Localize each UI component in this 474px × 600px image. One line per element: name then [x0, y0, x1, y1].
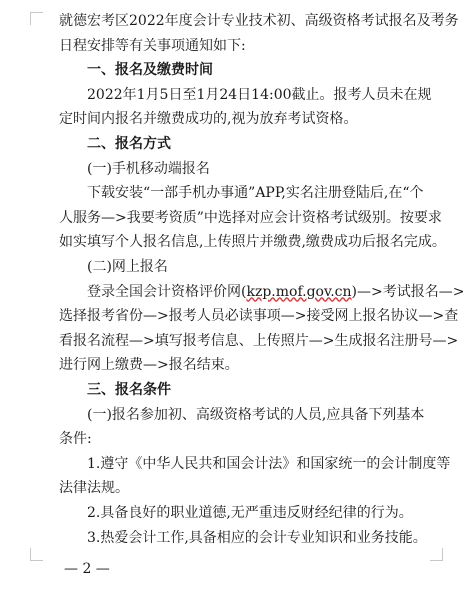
body-text-segment: 登录全国会计资格评价网(	[87, 283, 247, 300]
body-text-line: 定时间内报名并缴费成功的,视为放弃考试资格。	[59, 111, 358, 128]
body-text-segment: )—>考试报名—>	[351, 283, 465, 300]
page-corner-mark	[430, 548, 443, 561]
body-text-line: 3.热爱会计工作,具备相应的会计专业知识和业务技能。	[87, 529, 427, 546]
subsection-heading: (一)手机移动端报名	[87, 160, 210, 177]
section-heading: 三、报名条件	[87, 382, 171, 398]
body-text-line: 进行网上缴费—>报名结束。	[59, 357, 239, 374]
body-text-line: 如实填写个人报名信息,上传照片并缴费,缴费成功后报名完成。	[59, 234, 446, 251]
body-text-line: 条件:	[59, 431, 92, 448]
body-text-line: 人服务—>我要考资质”中选择对应会计资格考试级别。按要求	[59, 209, 442, 226]
body-text-line: 下载安装“一部手机办事通”APP,实名注册登陆后,在“个	[87, 185, 424, 202]
section-heading: 一、报名及缴费时间	[87, 62, 213, 79]
page-corner-mark	[30, 548, 43, 561]
body-text-line: 就德宏考区2022年度会计专业技术初、高级资格考试报名及考务	[59, 13, 459, 29]
body-text-line: 法律法规。	[59, 480, 129, 497]
body-text-line: (一)报名参加初、高级资格考试的人员,应具备下列基本	[87, 406, 425, 423]
body-text-line: 看报名流程—>填写报考信息、上传照片—>生成报名注册号—>	[59, 332, 459, 349]
body-text-line: 2.具备良好的职业道德,无严重违反财经纪律的行为。	[87, 505, 413, 521]
subsection-heading: (二)网上报名	[87, 259, 168, 275]
body-text-line: 2022年1月5日至1月24日14:00截止。报考人员未在规	[87, 86, 432, 103]
body-text-line	[87, 283, 465, 301]
page-number: — 2 —	[64, 561, 110, 577]
body-text-line: 日程安排等有关事项通知如下:	[59, 37, 246, 54]
page-corner-mark	[30, 12, 43, 25]
body-text-line: 1.遵守《中华人民共和国会计法》和国家统一的会计制度等	[87, 455, 451, 472]
website-link[interactable]: kzp.mof.gov.cn	[246, 283, 352, 300]
body-text-line: 选择报考省份—>报考人员必读事项—>接受网上报名协议—>查	[59, 308, 459, 325]
section-heading: 二、报名方式	[87, 136, 171, 152]
